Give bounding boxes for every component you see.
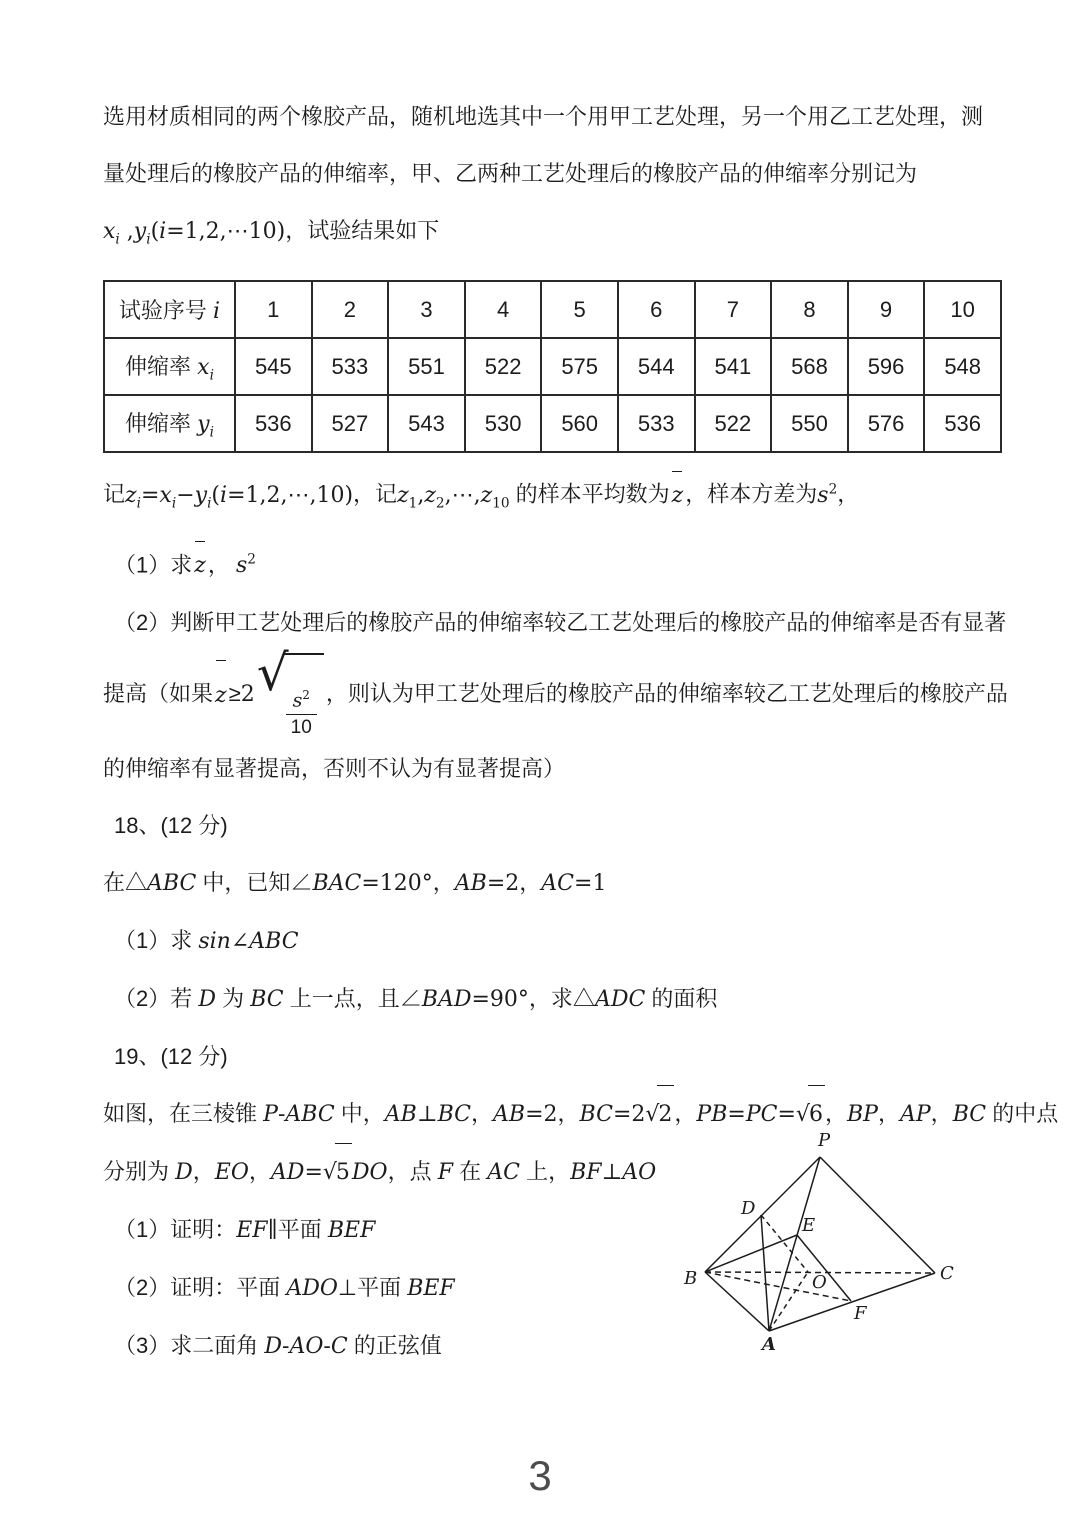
q19-given-line-2: 分别为 D，EO，AD=√5DO，点 F 在 AC 上，BF⊥AO [103,1143,1003,1201]
q17-intro-line-1: 选用材质相同的两个橡胶产品，随机地选其中一个用甲工艺处理，另一个用乙工艺处理，测 [103,104,984,129]
edge-PC [820,1157,935,1273]
index-cell: 2 [312,281,389,338]
y-value-cell: 536 [924,395,1001,452]
vertex-label-E: E [802,1215,816,1236]
q18-given: 在△ABC 中，已知∠BAC=120°，AB=2，AC=1 [103,869,607,896]
q17-intro-line-2: 量处理后的橡胶产品的伸缩率，甲、乙两种工艺处理后的橡胶产品的伸缩率分别记为 [103,161,918,186]
q17-intro-line-3: $x_i$ $,y_i(i=1,2,\cdots 10)$，试验结果如下 [103,218,440,248]
vertex-label-B: B [684,1268,698,1289]
index-cell: 7 [695,281,772,338]
index-cell: 10 [924,281,1001,338]
index-cell: 9 [848,281,925,338]
x-value-cell: 544 [618,338,695,395]
index-cell: 5 [541,281,618,338]
table-row-y-label: 伸缩率 $y_i$ [104,395,235,452]
index-cell: 6 [618,281,695,338]
q18-part2: （2）若 D 为 BC 上一点，且∠BAD=90°，求△ADC 的面积 [114,985,718,1012]
y-value-cell: 536 [235,395,312,452]
q19-heading: 19、(12 分) [114,1043,228,1069]
vertex-label-F: F [854,1303,867,1324]
q17-z-definition: 记$z_i=x_i-y_i(i=1,2,\cdots,10)$，记$z_1,z_2,\cdots,z_{10}$ 的样本平均数为z，样本方差为$s^2$， [103,461,1003,532]
y-value-cell: 560 [541,395,618,452]
vertex-label-P: P [818,1130,831,1151]
x-value-cell: 541 [695,338,772,395]
q19-part2: （2）证明：平面 ADO⊥平面 BEF [114,1274,455,1301]
x-value-cell: 551 [388,338,465,395]
edge-BE [705,1235,797,1272]
y-value-cell: 527 [312,395,389,452]
page-number: 3 [528,1452,552,1499]
y-value-cell: 522 [695,395,772,452]
vertex-label-A: A [762,1334,776,1355]
x-value-cell: 522 [465,338,542,395]
y-value-cell: 576 [848,395,925,452]
index-cell: 3 [388,281,465,338]
q19-part3: （3）求二面角 D-AO-C 的正弦值 [114,1332,442,1359]
q17-part1: （1）求z， $s^2$ [103,532,1003,594]
tetrahedron-figure [678,1126,978,1361]
vertex-label-D: D [741,1198,756,1219]
edge-BF-dashed [705,1272,851,1301]
edge-AO-dashed [769,1272,808,1331]
q17-part2-line-2: 提高（如果z≥2 √ $\frac{s^2}{10}$ ，则认为甲工艺处理后的橡胶产品的伸缩率较乙工艺处理后的橡胶产品 [103,644,1008,739]
table-row-y [104,395,1001,452]
q17-part2-line-1: （2）判断甲工艺处理后的橡胶产品的伸缩率较乙工艺处理后的橡胶产品的伸缩率是否有显著 [114,610,1007,636]
x-value-cell: 575 [541,338,618,395]
q18-part1: （1）求 sin∠ABC [114,927,299,954]
q17-part2-line-3: 的伸缩率有显著提高，否则不认为有显著提高） [103,755,566,781]
q18-heading: 18、(12 分) [114,812,228,838]
y-value-cell: 530 [465,395,542,452]
edge-BA [705,1272,769,1331]
table-row-x [104,338,1001,395]
index-cell: 8 [771,281,848,338]
x-value-cell: 568 [771,338,848,395]
x-value-cell: 545 [235,338,312,395]
q19-given-line-1: 如图，在三棱锥 P-ABC 中，AB⊥BC，AB=2，BC=2√2，PB=PC=√6，BP，AP，BC 的中点 [103,1085,1003,1143]
index-cell: 4 [465,281,542,338]
x-value-cell: 596 [848,338,925,395]
y-value-cell: 550 [771,395,848,452]
table-row-index [104,281,1001,338]
q19-part1: （1）证明：EF∥平面 BEF [114,1216,376,1243]
edge-AC [769,1273,935,1331]
table-header-label: 试验序号 i [104,281,235,338]
y-value-cell: 543 [388,395,465,452]
index-cell: 1 [235,281,312,338]
x-value-cell: 533 [312,338,389,395]
x-value-cell: 548 [924,338,1001,395]
table-row-x-label: 伸缩率 $x_i$ [104,338,235,395]
y-value-cell: 533 [618,395,695,452]
trial-data-table [103,280,1002,453]
vertex-label-C: C [940,1263,954,1284]
vertex-label-O: O [812,1272,827,1293]
